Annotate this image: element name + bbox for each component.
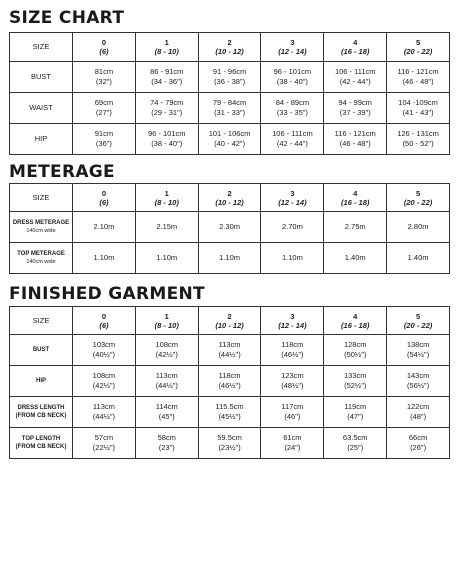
table-cell: 63.5cm (25") (324, 428, 387, 459)
table-cell: 118cm (46½") (261, 335, 324, 366)
size-header-cell: 4 (16 - 18) (324, 184, 387, 212)
finished-garment-header-row (10, 307, 450, 335)
finished-garment-table (9, 306, 450, 459)
meterage-header-row (10, 184, 450, 212)
size-chart-table (9, 32, 450, 155)
table-cell: 133cm (52½") (324, 366, 387, 397)
table-row (10, 428, 450, 459)
table-cell: 101 - 106cm (40 - 42") (198, 124, 261, 155)
size-header-cell: 5 (20 - 22) (387, 33, 450, 62)
row-label-hip: HIP (10, 366, 73, 397)
size-chart-header-row (10, 33, 450, 62)
table-cell: 81cm (32") (73, 62, 136, 93)
size-chart-title: SIZE CHART (9, 8, 125, 28)
table-cell: 79 - 84cm (31 - 33") (198, 93, 261, 124)
table-cell: 86 - 91cm (34 - 36") (135, 62, 198, 93)
table-cell: 123cm (48½") (261, 366, 324, 397)
meterage-title: METERAGE (9, 162, 115, 182)
size-header-cell: 2 (10 - 12) (198, 307, 261, 335)
table-cell: 106 - 111cm (42 - 44") (324, 62, 387, 93)
row-label-dress-meterage: DRESS METERAGE 140cm wide (10, 212, 73, 243)
size-header-cell: 0 (6) (73, 307, 136, 335)
table-cell: 138cm (54½") (387, 335, 450, 366)
size-header-cell: 3 (12 - 14) (261, 307, 324, 335)
table-cell: 128cm (50½") (324, 335, 387, 366)
size-header-cell: 3 (12 - 14) (261, 33, 324, 62)
table-cell: 57cm (22½") (73, 428, 136, 459)
finished-garment-title: FINISHED GARMENT (9, 284, 205, 304)
table-cell: 117cm (46") (261, 397, 324, 428)
table-row (10, 62, 450, 93)
size-header-cell: 3 (12 - 14) (261, 184, 324, 212)
table-cell: 61cm (24") (261, 428, 324, 459)
table-cell: 103cm (40½") (73, 335, 136, 366)
table-cell: 91 - 96cm (36 - 38") (198, 62, 261, 93)
table-cell: 66cm (26") (387, 428, 450, 459)
row-label-dress-length: DRESS LENGTH (FROM CB NECK) (10, 397, 73, 428)
size-header-cell: 4 (16 - 18) (324, 307, 387, 335)
table-cell: 104 -109cm (41 - 43") (387, 93, 450, 124)
table-cell: 69cm (27") (73, 93, 136, 124)
size-header-label: SIZE (10, 307, 73, 335)
meterage-table (9, 183, 450, 274)
row-label-top-meterage: TOP METERAGE 140cm wide (10, 243, 73, 274)
table-cell: 84 - 89cm (33 - 35") (261, 93, 324, 124)
table-cell: 113cm (44½") (73, 397, 136, 428)
table-cell: 114cm (45") (135, 397, 198, 428)
table-row (10, 212, 450, 243)
table-cell: 116 - 121cm (46 - 48") (387, 62, 450, 93)
size-header-cell: 5 (20 - 22) (387, 184, 450, 212)
size-header-cell: 4 (16 - 18) (324, 33, 387, 62)
size-header-cell: 1 (8 - 10) (135, 33, 198, 62)
table-cell: 143cm (56½") (387, 366, 450, 397)
table-cell: 108cm (42½") (73, 366, 136, 397)
table-cell: 126 - 131cm (50 - 52") (387, 124, 450, 155)
table-cell: 122cm (48") (387, 397, 450, 428)
table-cell: 2.30m (198, 212, 261, 243)
size-header-cell: 1 (8 - 10) (135, 184, 198, 212)
table-cell: 2.80m (387, 212, 450, 243)
table-cell: 59.5cm (23½") (198, 428, 261, 459)
table-cell: 96 - 101cm (38 - 40") (261, 62, 324, 93)
table-row (10, 366, 450, 397)
size-header-cell: 2 (10 - 12) (198, 33, 261, 62)
table-cell: 1.40m (324, 243, 387, 274)
table-cell: 116 - 121cm (46 - 48") (324, 124, 387, 155)
table-cell: 1.40m (387, 243, 450, 274)
table-cell: 1.10m (135, 243, 198, 274)
table-cell: 1.10m (261, 243, 324, 274)
row-label-bust: BUST (10, 62, 73, 93)
table-row (10, 335, 450, 366)
row-label-waist: WAIST (10, 93, 73, 124)
size-header-label: SIZE (10, 184, 73, 212)
size-header-cell: 1 (8 - 10) (135, 307, 198, 335)
table-row (10, 124, 450, 155)
table-cell: 2.10m (73, 212, 136, 243)
table-cell: 113cm (44½") (135, 366, 198, 397)
table-cell: 1.10m (73, 243, 136, 274)
table-cell: 2.15m (135, 212, 198, 243)
size-header-cell: 0 (6) (73, 33, 136, 62)
row-label-bust: BUST (10, 335, 73, 366)
table-cell: 1.10m (198, 243, 261, 274)
table-cell: 74 - 79cm (29 - 31") (135, 93, 198, 124)
row-label-top-length: TOP LENGTH (FROM CB NECK) (10, 428, 73, 459)
table-cell: 2.75m (324, 212, 387, 243)
table-row (10, 243, 450, 274)
size-header-cell: 0 (6) (73, 184, 136, 212)
table-cell: 119cm (47") (324, 397, 387, 428)
table-cell: 96 - 101cm (38 - 40") (135, 124, 198, 155)
size-header-label: SIZE (10, 33, 73, 62)
table-cell: 108cm (42½") (135, 335, 198, 366)
table-cell: 113cm (44½") (198, 335, 261, 366)
table-cell: 91cm (36") (73, 124, 136, 155)
table-cell: 94 - 99cm (37 - 39") (324, 93, 387, 124)
table-cell: 106 - 111cm (42 - 44") (261, 124, 324, 155)
table-cell: 2.70m (261, 212, 324, 243)
table-cell: 118cm (46½") (198, 366, 261, 397)
size-header-cell: 2 (10 - 12) (198, 184, 261, 212)
row-label-hip: HIP (10, 124, 73, 155)
size-header-cell: 5 (20 - 22) (387, 307, 450, 335)
table-cell: 58cm (23") (135, 428, 198, 459)
table-row (10, 93, 450, 124)
table-row (10, 397, 450, 428)
table-cell: 115.5cm (45½") (198, 397, 261, 428)
